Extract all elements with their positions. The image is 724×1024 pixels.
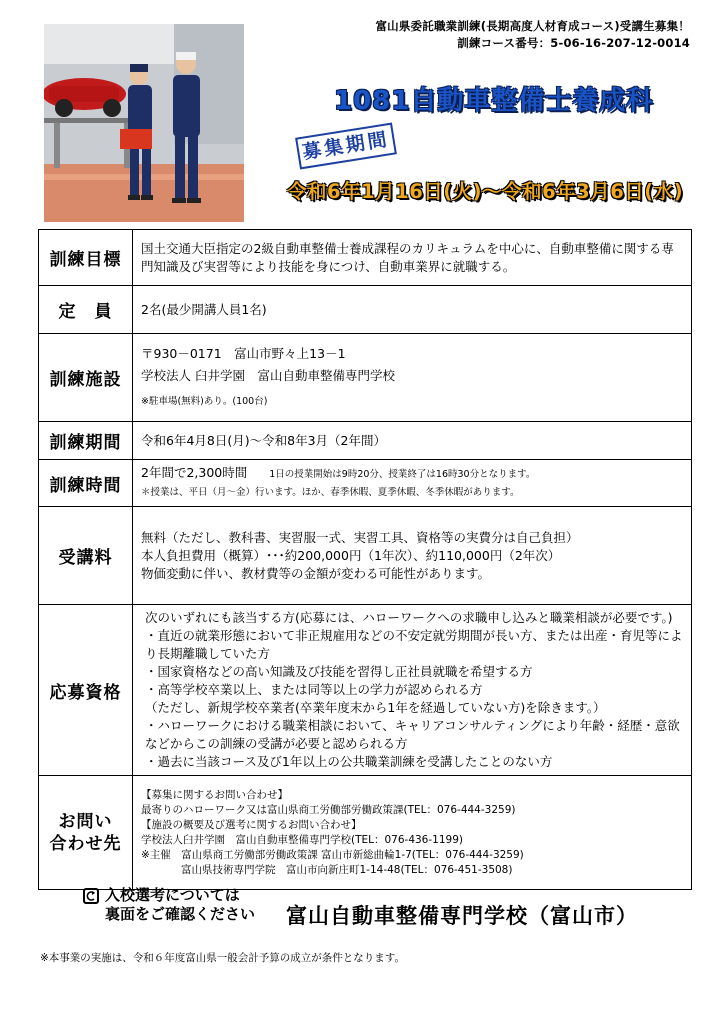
capacity-label: 定 員 [39, 286, 133, 334]
eligibility-item: ・直近の就業形態において非正規雇用などの不安定就労期間が長い方、または出産・育児等により長期離職していた方 [145, 628, 683, 661]
selection-note-row-1 [83, 886, 255, 905]
table-row-facility [39, 334, 692, 422]
workshop-illustration [44, 24, 244, 222]
selection-note-line-1: 入校選考については [105, 886, 240, 904]
table-row-capacity [39, 286, 692, 334]
contact-label [39, 776, 133, 890]
table-row-eligibility [39, 605, 692, 776]
fee-label: 受講料 [39, 507, 133, 605]
contact-line: 最寄りのハローワーク又は富山県商工労働部労働政策課(TEL：076-444-3259) [141, 803, 516, 816]
eligibility-item: ・国家資格などの高い知識及び技能を習得し正社員就職を希望する方 [145, 664, 533, 679]
table-row-goal [39, 230, 692, 286]
return-arrow-icon [83, 888, 99, 904]
eligibility-intro: 次のいずれにも該当する方(応募には、ハローワークへの求職申し込みと職業相談が必要です。) [145, 610, 673, 625]
eligibility-item: ・ハローワークにおける職業相談において、キャリアコンサルティングにより年齢・経歴・意欲などからこの訓練の受講が必要と認められる方 [145, 718, 680, 751]
recruit-period-dates: 令和6年1月16日(火)～令和6年3月6日(水) [287, 180, 684, 203]
course-info-table [38, 229, 692, 890]
table-row-contact [39, 776, 692, 890]
eligibility-item: ・過去に当該コース及び1年以上の公共職業訓練を受講したことのない方 [145, 754, 553, 769]
eligibility-cell [133, 605, 692, 776]
recruit-period-label: 募集期間 [295, 123, 397, 170]
facility-cell [133, 334, 692, 422]
budget-footnote: ※本事業の実施は、令和６年度富山県一般会計予算の成立が条件となります。 [40, 952, 405, 964]
contact-label-line-1: お問い [58, 811, 113, 832]
goal-label: 訓練目標 [39, 230, 133, 286]
contact-line: ※主催 富山県商工労働部労働政策課 富山市新総曲輪1-7(TEL：076-444-3259) [141, 848, 524, 861]
table-row-period [39, 422, 692, 460]
selection-note-line-2: 裏面をご確認ください [105, 905, 256, 923]
hours-line-2: ＊授業は、平日（月～金）行います。ほか、春季休暇、夏季休暇、冬季休暇があります。 [141, 487, 520, 498]
period-text: 令和6年4月8日(月)～令和8年3月（2年間） [133, 422, 692, 460]
facility-label: 訓練施設 [39, 334, 133, 422]
school-name: 富山自動車整備専門学校（富山市） [286, 904, 638, 928]
header-course-number: 訓練コース番号：5-06-16-207-12-0014 [457, 36, 690, 50]
course-title: 1081自動車整備士養成科 [334, 86, 654, 116]
contact-line: 学校法人臼井学園 富山自動車整備専門学校(TEL：076-436-1199) [141, 833, 463, 846]
facility-school: 学校法人 臼井学園 富山自動車整備専門学校 [141, 367, 395, 383]
hours-total: 2年間で2,300時間 [141, 465, 248, 480]
fee-line-1: 無料（ただし、教科書、実習服一式、実習工具、資格等の実費分は自己負担） [141, 529, 579, 545]
goal-text: 国土交通大臣指定の2級自動車整備士養成課程のカリキュラムを中心に、自動車整備に関する専門知識及び実習等により技能を身につけ、自動車業界に就職する。 [133, 230, 692, 286]
hours-cell [133, 460, 692, 507]
table-row-fee [39, 507, 692, 605]
capacity-text: 2名(最少開講人員1名) [133, 286, 692, 334]
eligibility-item: ・高等学校卒業以上、または同等以上の学力が認められる方 [145, 682, 483, 697]
header-recruitment-line: 富山県委託職業訓練(長期高度人材育成コース)受講生募集！ [375, 19, 690, 33]
fee-cell [133, 507, 692, 605]
hours-line-1 [141, 464, 683, 484]
hours-daily: 1日の授業開始は9時20分、授業終了は16時30分となります。 [269, 469, 536, 480]
contact-cell [133, 776, 692, 890]
facility-parking: ※駐車場(無料)あり。(100台) [141, 395, 268, 407]
fee-line-2: 本人負担費用（概算）･･･約200,000円（1年次）、約110,000円（2年次） [141, 547, 561, 563]
contact-line: 【募集に関するお問い合わせ】 [141, 788, 288, 801]
fee-line-3: 物価変動に伴い、教材費等の金額が変わる可能性があります。 [141, 565, 491, 581]
facility-address: 〒930－0171 富山市野々上13－1 [141, 345, 346, 361]
mechanics-photo [44, 24, 244, 222]
hours-label: 訓練時間 [39, 460, 133, 507]
header [375, 18, 690, 52]
period-label: 訓練期間 [39, 422, 133, 460]
contact-label-line-2: 合わせ先 [49, 833, 122, 854]
contact-line: 【施設の概要及び選考に関するお問い合わせ】 [141, 818, 362, 831]
table-row-hours [39, 460, 692, 507]
contact-line: 富山県技術専門学院 富山市向新庄町1-14-48(TEL：076-451-3508) [181, 863, 513, 876]
eligibility-item: （ただし、新規学校卒業者(卒業年度末から1年を経過していない方)を除きます。） [145, 700, 606, 715]
eligibility-label: 応募資格 [39, 605, 133, 776]
selection-note [83, 886, 255, 924]
